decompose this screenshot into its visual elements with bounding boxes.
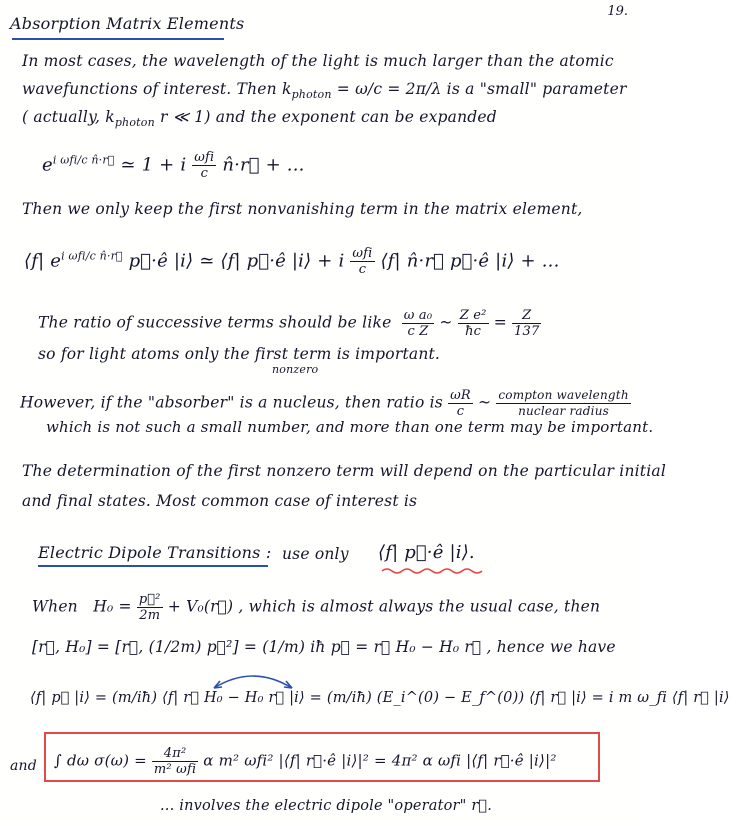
para4-sim: ~ [478, 393, 492, 412]
eq2-fraction [350, 246, 374, 277]
para5-line2: and final states. Most common case of interest is [22, 492, 418, 510]
para4-frac2 [496, 388, 630, 419]
title-underline [12, 38, 224, 40]
footer-line: ... involves the electric dipole "operator" r⃗. [160, 798, 493, 814]
para2: Then we only keep the first nonvanishing term in the matrix element, [22, 200, 583, 218]
when-frac [137, 592, 163, 623]
para1-line2b: = ω/c = 2π/λ is a "small" parameter [331, 80, 627, 98]
para3-line2: so for light atoms only the first term is important. [38, 345, 441, 363]
para1-line2a: wavefunctions of interest. Then k [22, 80, 292, 98]
para3-frac1 [402, 308, 435, 339]
wavy-underline [382, 567, 482, 575]
para1-line3b: r ≪ 1) and the exponent can be expanded [154, 108, 497, 126]
equation-matrix-element [24, 246, 560, 277]
commutator-line: [r⃗, H₀] = [r⃗, (1/2m) p⃗²] = (1/m) iħ p⃗ = r⃗ H₀ − H₀ r⃗ , hence we have [32, 638, 616, 656]
para1-line2 [22, 80, 627, 101]
when-frac-num: p⃗² [138, 592, 161, 607]
eq2-a: ⟨f| e [24, 250, 62, 272]
boxed-mid: α m² ωfi² |⟨f| r⃗·ê |i⟩|² = 4π² α ωfi |⟨f| r⃗·ê |i⟩|² [203, 751, 557, 770]
page-number: 19. [607, 4, 628, 19]
when-h0: H₀ = [93, 597, 132, 616]
para3-frac3 [512, 308, 541, 339]
para4-text: However, if the "absorber" is a nucleus, then ratio is [20, 393, 443, 412]
para1-line2-sub: photon [291, 88, 332, 102]
when-line [32, 592, 600, 623]
eq1-frac-num: ωfi [194, 150, 215, 165]
eq1-tail: n̂·r⃗ + ... [222, 154, 305, 176]
para4-f-den: c [456, 404, 465, 419]
boxed-frac-num: 4π² [152, 746, 198, 762]
para5-line1: The determination of the first nonzero term will depend on the particular initial [22, 462, 666, 480]
para3-sim: ~ [439, 313, 453, 332]
section-underline [38, 565, 268, 567]
para3-f3-num: Z [512, 308, 541, 324]
eq2-frac-den: c [358, 262, 367, 277]
eq1-rhs: ≃ 1 + i [120, 154, 187, 176]
equation-expansion [42, 150, 305, 181]
eq1-frac-den: c [200, 166, 209, 181]
para3-f2-num: Z e² [459, 308, 487, 323]
section-matrix: ⟨f| p⃗·ê |i⟩. [378, 542, 475, 563]
eq2-frac-num: ωfi [352, 246, 373, 261]
para1-line3 [22, 108, 497, 129]
boxed-lhs: ∫ dω σ(ω) = [54, 751, 147, 770]
para1-line1: In most cases, the wavelength of the light is much larger than the atomic [22, 52, 614, 70]
eq1-fraction [192, 150, 216, 181]
when-tail: + V₀(r⃗) , which is almost always the usual case, then [167, 597, 601, 616]
para3-text: The ratio of successive terms should be like [38, 313, 392, 332]
para1-line3-sub: photon [114, 116, 155, 130]
para4-line1 [20, 388, 631, 419]
para3-insert: nonzero [272, 363, 319, 376]
para4-f-num: ωR [450, 388, 471, 403]
para4-g-num: compton wavelength [498, 388, 629, 402]
para3-line1 [38, 308, 541, 339]
when-label: When [32, 597, 78, 616]
para1-line3a: ( actually, k [22, 108, 115, 126]
eq2-exponent: i ωfi/c n̂·r⃗ [61, 249, 123, 263]
page-title: Absorption Matrix Elements [10, 14, 245, 33]
para3-equals: = [493, 313, 507, 332]
para4-frac1 [448, 388, 473, 419]
boxed-frac-den: m² ωfi [153, 762, 197, 777]
eq1-lhs: e [42, 154, 53, 176]
para3-f1-num: ω a₀ [403, 308, 433, 323]
when-frac-den: 2m [139, 608, 161, 623]
boxed-frac [152, 746, 198, 777]
para4-g-den: nuclear radius [518, 404, 609, 418]
boxed-equation [54, 746, 557, 777]
para3-frac2 [458, 308, 489, 339]
section-title: Electric Dipole Transitions : [38, 543, 272, 562]
eq1-exponent: i ωfi/c n̂·r⃗ [52, 153, 115, 167]
para3-f2-den: ħc [465, 324, 482, 339]
para4-line2: which is not such a small number, and more than one term may be important. [46, 418, 654, 436]
eq2-c: ⟨f| n̂·r⃗ p⃗·ê |i⟩ + ... [380, 250, 560, 272]
matrix-element-line: ⟨f| p⃗ |i⟩ = (m/iħ) ⟨f| r⃗ H₀ − H₀ r⃗ |i⟩ = (m/iħ) (E_i^(0) − E_f^(0)) ⟨f| r⃗ |i⟩ = i m ω_fi ⟨f| r⃗ |i⟩ [30, 690, 730, 706]
section-use-only: use only [282, 545, 349, 563]
boxed-and: and [10, 758, 37, 774]
para3-f1-den: c Z [407, 324, 429, 339]
swap-arrow [208, 668, 298, 692]
para3-f3-den: 137 [514, 324, 540, 339]
eq2-b: p⃗·ê |i⟩ ≃ ⟨f| p⃗·ê |i⟩ + i [122, 250, 345, 272]
